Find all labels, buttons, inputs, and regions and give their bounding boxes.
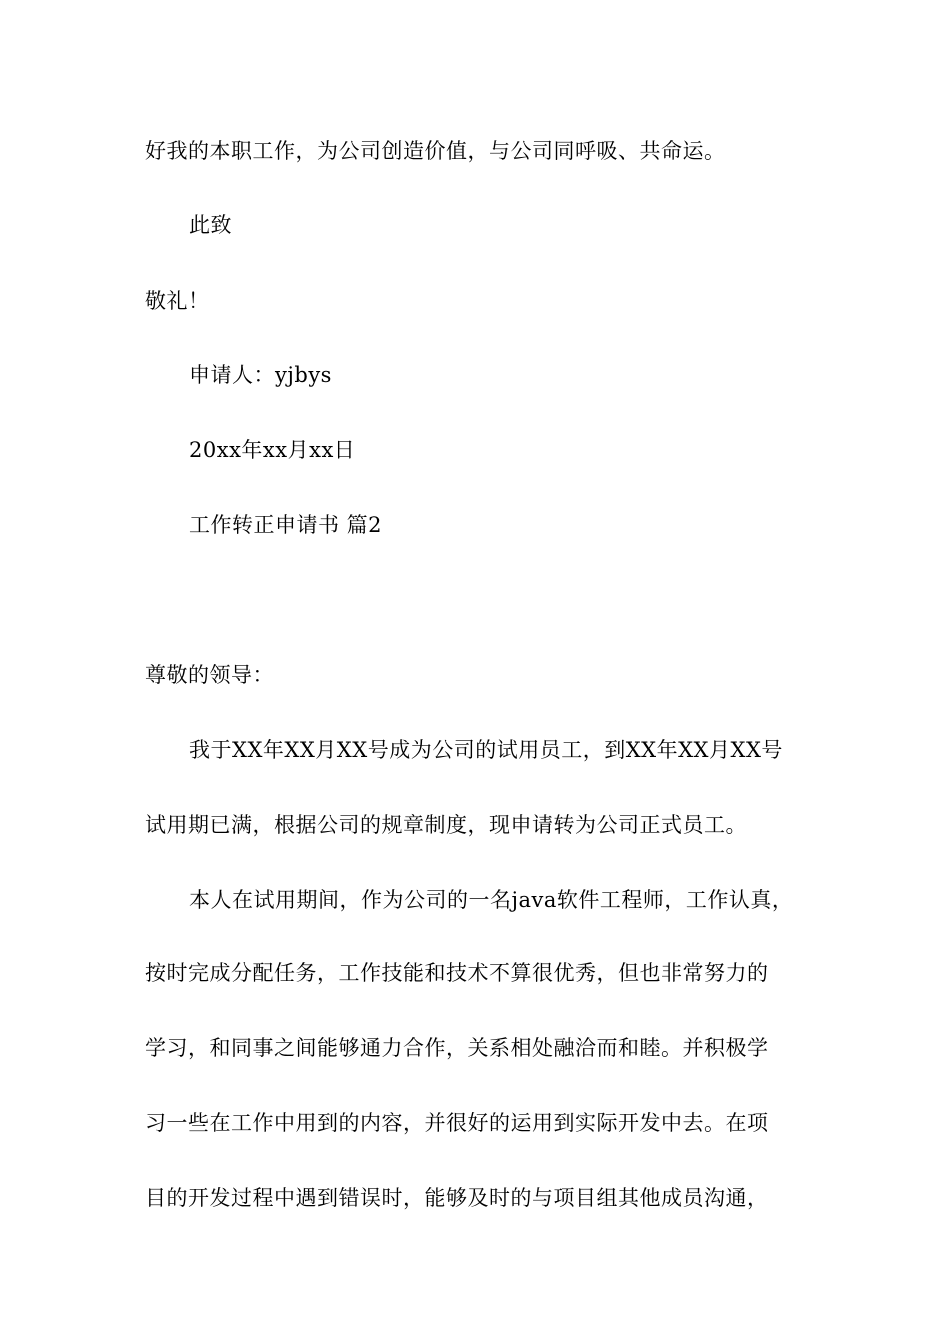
paragraph-line: 习一些在工作中用到的内容，并很好的运用到实际开发中去。在项 [145, 1111, 769, 1135]
paragraph-line: 好我的本职工作，为公司创造价值，与公司同呼吸、共命运。 [145, 139, 726, 163]
date-line: 20xx年xx月xx日 [189, 438, 356, 462]
paragraph-line: 学习，和同事之间能够通力合作，关系相处融洽而和睦。并积极学 [145, 1036, 769, 1060]
paragraph-line: 按时完成分配任务，工作技能和技术不算很优秀，但也非常努力的 [145, 961, 769, 985]
closing-regards: 敬礼！ [145, 289, 210, 313]
section-title: 工作转正申请书 篇2 [189, 513, 383, 537]
closing-salutation: 此致 [189, 213, 232, 237]
greeting-line: 尊敬的领导： [145, 663, 274, 687]
paragraph-line: 目的开发过程中遇到错误时，能够及时的与项目组其他成员沟通， [145, 1186, 769, 1210]
applicant-signature: 申请人：yjbys [189, 363, 332, 387]
paragraph-line: 本人在试用期间，作为公司的一名java软件工程师，工作认真， [189, 888, 794, 912]
paragraph-line: 试用期已满，根据公司的规章制度，现申请转为公司正式员工。 [145, 813, 747, 837]
paragraph-line: 我于XX年XX月XX号成为公司的试用员工，到XX年XX月XX号 [189, 738, 783, 762]
